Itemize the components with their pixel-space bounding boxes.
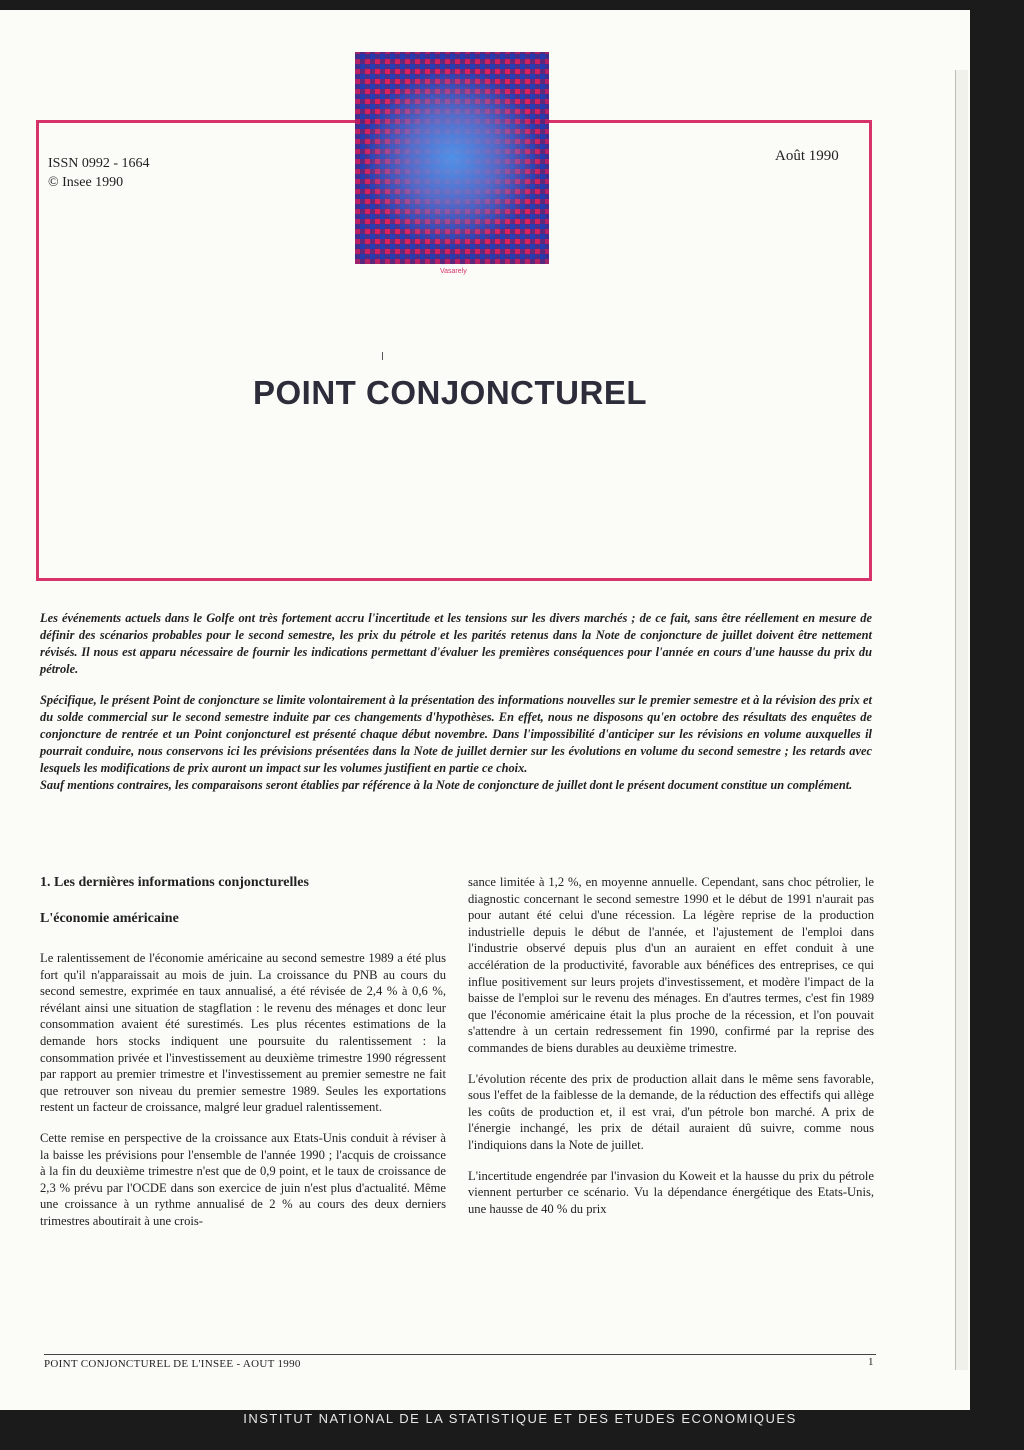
document-title: POINT CONJONCTUREL [252, 374, 647, 411]
body-paragraph: Le ralentissement de l'économie américaine au second semestre 1989 a été plus fort qu'il n'apparaissait au mois de juin. La croissance du PNB au cours du second semestre, exprimée en taux annualisé, a été révisée de 2,4 % à 0,6 %, révélant ainsi une situation de stagflation : le revenu des ménages et donc leur consommation avaient été surestimés. Les plus récentes estimations de la demande hors stocks indiquent une poursuite du ralentissement : la consommation privée et l'investissement au deuxième trimestre 1990 régressent par rapport au premier trimestre et l'investissement au premier semestre ne fait que retrouver son niveau du premier semestre 1989. Seules les exportations restent un facteur de croissance, malgré leur graduel ralentissement. [40, 951, 446, 1115]
intro-paragraph-1: Les événements actuels dans le Golfe ont très fortement accru l'incertitude et les tensions sur les divers marchés ; de ce fait, sans être réellement en mesure de définir des scénarios probables pour le second semestre, les prix du pétrole et les parités retenus dans la Note de conjoncture de juillet doivent être nettement révisés. Il nous est apparu nécessaire de fournir les indications permettant d'évaluer les premières conséquences pour l'année en cours d'une hausse du prix du pétrole. [40, 611, 872, 676]
cover-artwork [355, 52, 549, 264]
body-paragraph: Cette remise en perspective de la croissance aux Etats-Unis conduit à réviser à la baisse les prévisions pour l'ensemble de l'année 1990 ; l'acquis de croissance à la fin du deuxième trimestre n'est que de 0,9 point, et le taux de croissance de 2,3 % prévu par l'OCDE dans son exercice de juin n'est plus d'actualité. Même une croissance à un rythme annualisé de 2 % au cours des deux derniers trimestres aboutirait à une crois- [40, 1130, 446, 1228]
left-column [40, 874, 446, 1244]
section-heading: 1. Les dernières informations conjoncturelles [40, 875, 309, 890]
institution-band: INSTITUT NATIONAL DE LA STATISTIQUE ET DES ETUDES ECONOMIQUES [243, 1411, 797, 1426]
footer-publication: POINT CONJONCTUREL DE L'INSEE - AOUT 1990 [44, 1358, 301, 1370]
intro-abstract [40, 610, 872, 794]
copyright-notice: © Insee 1990 [48, 175, 124, 190]
issn-number: ISSN 0992 - 1664 [48, 156, 150, 171]
publication-date: Août 1990 [775, 148, 839, 164]
decorative-tick [382, 352, 383, 360]
body-paragraph: sance limitée à 1,2 %, en moyenne annuelle. Cependant, sans choc pétrolier, le diagnostic concernant le second semestre 1990 et le début de 1991 n'aurait pas pour autant été celui d'une récession. La légère reprise de la production industrielle depuis le début de l'année, et l'ajustement de l'emploi dans l'industrie observé depuis plus d'un an auraient en effet conduit à une accélération de la productivité, favorable aux bénéfices des entreprises, ce qui influe positivement sur leurs projets d'investissement, et modère l'impact de la baisse de l'emploi sur le revenu des ménages. En d'autres termes, c'est fin 1989 que l'économie américaine était la plus proche de la récession, et l'on pouvait s'attendre à un certain redressement fin 1990, confirmé par la reprise des commandes de biens durables au deuxième trimestre. [468, 875, 874, 1055]
right-column [468, 874, 874, 1231]
page-edge [955, 70, 968, 1370]
intro-paragraph-2: Spécifique, le présent Point de conjoncture se limite volontairement à la présentation des informations nouvelles sur le premier semestre et à la révision des prix et du solde commercial sur le second semestre induite par ces changements d'hypothèses. En effet, nous ne disposons qu'en octobre des résultats des enquêtes de conjoncture de rentrée et un Point conjoncturel est présenté chaque début novembre. Dans l'impossibilité d'anticiper sur les révisions en volume auxquelles il pourrait conduire, nous conservons ici les prévisions présentées dans la Note de juillet dernier sur les évolutions en volume du second semestre ; les retards avec lesquels les modifications de prix auront un impact sur les volumes justifient en partie ce choix. [40, 693, 872, 775]
artwork-credit: Vasarely [440, 268, 467, 275]
body-paragraph: L'évolution récente des prix de production allait dans le même sens favorable, sous l'effet de la faiblesse de la demande, de la réduction des effectifs qui allège les coûts de production et, il est vrai, d'un pétrole bon marché. A prix de l'énergie inchangé, les prix de détail auraient dû suivre, comme nous l'indiquions dans la Note de juillet. [468, 1071, 874, 1152]
intro-paragraph-3: Sauf mentions contraires, les comparaisons seront établies par référence à la Note de conjoncture de juillet dont le présent document constitue un complément. [40, 778, 853, 792]
subsection-heading: L'économie américaine [40, 911, 179, 926]
issn-block [48, 154, 150, 192]
body-paragraph: L'incertitude engendrée par l'invasion du Koweit et la hausse du prix du pétrole viennent perturber ce scénario. Vu la dépendance énergétique des Etats-Unis, une hausse de 40 % du prix [468, 1168, 874, 1216]
footer-rule [44, 1354, 876, 1355]
page-number: 1 [868, 1356, 874, 1368]
